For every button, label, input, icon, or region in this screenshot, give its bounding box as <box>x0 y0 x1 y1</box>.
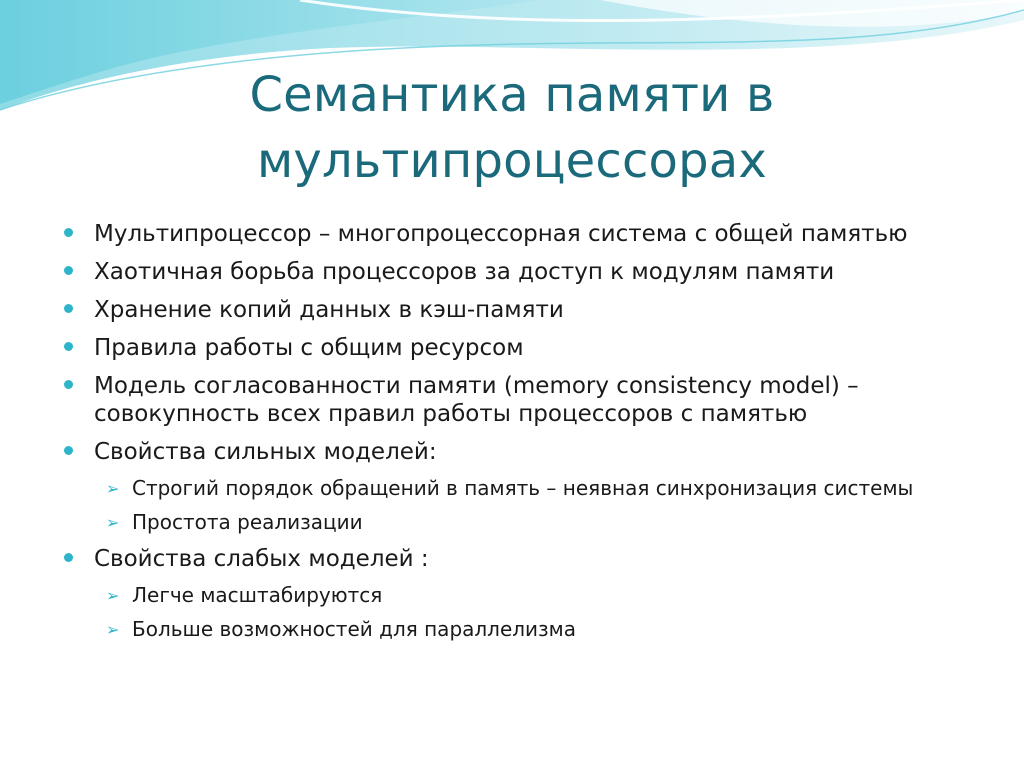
bullet-text: Мультипроцессор – многопроцессорная система с общей памятью <box>94 221 908 247</box>
slide-title <box>60 62 964 194</box>
bullet-item <box>60 296 960 324</box>
bullet-item <box>60 220 960 248</box>
bullet-item <box>60 438 960 466</box>
bullet-text: Хранение копий данных в кэш-памяти <box>94 297 564 323</box>
bullet-dot-icon <box>64 380 73 389</box>
bullet-item <box>60 545 960 573</box>
title-line-1: Семантика памяти в <box>249 67 775 123</box>
bullet-dot-icon <box>64 266 73 275</box>
bullet-text: Модель согласованности памяти (memory consistency model) – совокупность всех правил работы процессоров с памятью <box>94 373 859 427</box>
sub-bullet-text: Простота реализации <box>132 510 363 534</box>
bullet-item <box>60 258 960 286</box>
sub-bullet-text: Легче масштабируются <box>132 583 383 607</box>
arrow-bullet-icon: ➢ <box>106 620 120 639</box>
sub-bullet-text: Строгий порядок обращений в память – неявная синхронизация системы <box>132 476 914 500</box>
bullet-dot-icon <box>64 228 73 237</box>
arrow-bullet-icon: ➢ <box>106 586 120 605</box>
bullet-text: Свойства сильных моделей: <box>94 439 437 465</box>
bullet-item <box>60 334 960 362</box>
bullet-dot-icon <box>64 553 73 562</box>
sub-bullet-item <box>60 510 960 535</box>
title-line-2: мультипроцессорах <box>256 133 767 189</box>
sub-bullet-item <box>60 583 960 608</box>
bullet-dot-icon <box>64 446 73 455</box>
arrow-bullet-icon: ➢ <box>106 479 120 498</box>
bullet-list <box>60 220 960 651</box>
arrow-bullet-icon: ➢ <box>106 513 120 532</box>
bullet-text: Хаотичная борьба процессоров за доступ к модулям памяти <box>94 259 835 285</box>
sub-bullet-text: Больше возможностей для параллелизма <box>132 617 577 641</box>
bullet-dot-icon <box>64 342 73 351</box>
bullet-dot-icon <box>64 304 73 313</box>
bullet-item <box>60 372 960 428</box>
bullet-text: Свойства слабых моделей : <box>94 546 429 572</box>
sub-bullet-item <box>60 476 960 501</box>
sub-bullet-item <box>60 617 960 642</box>
bullet-text: Правила работы с общим ресурсом <box>94 335 524 361</box>
